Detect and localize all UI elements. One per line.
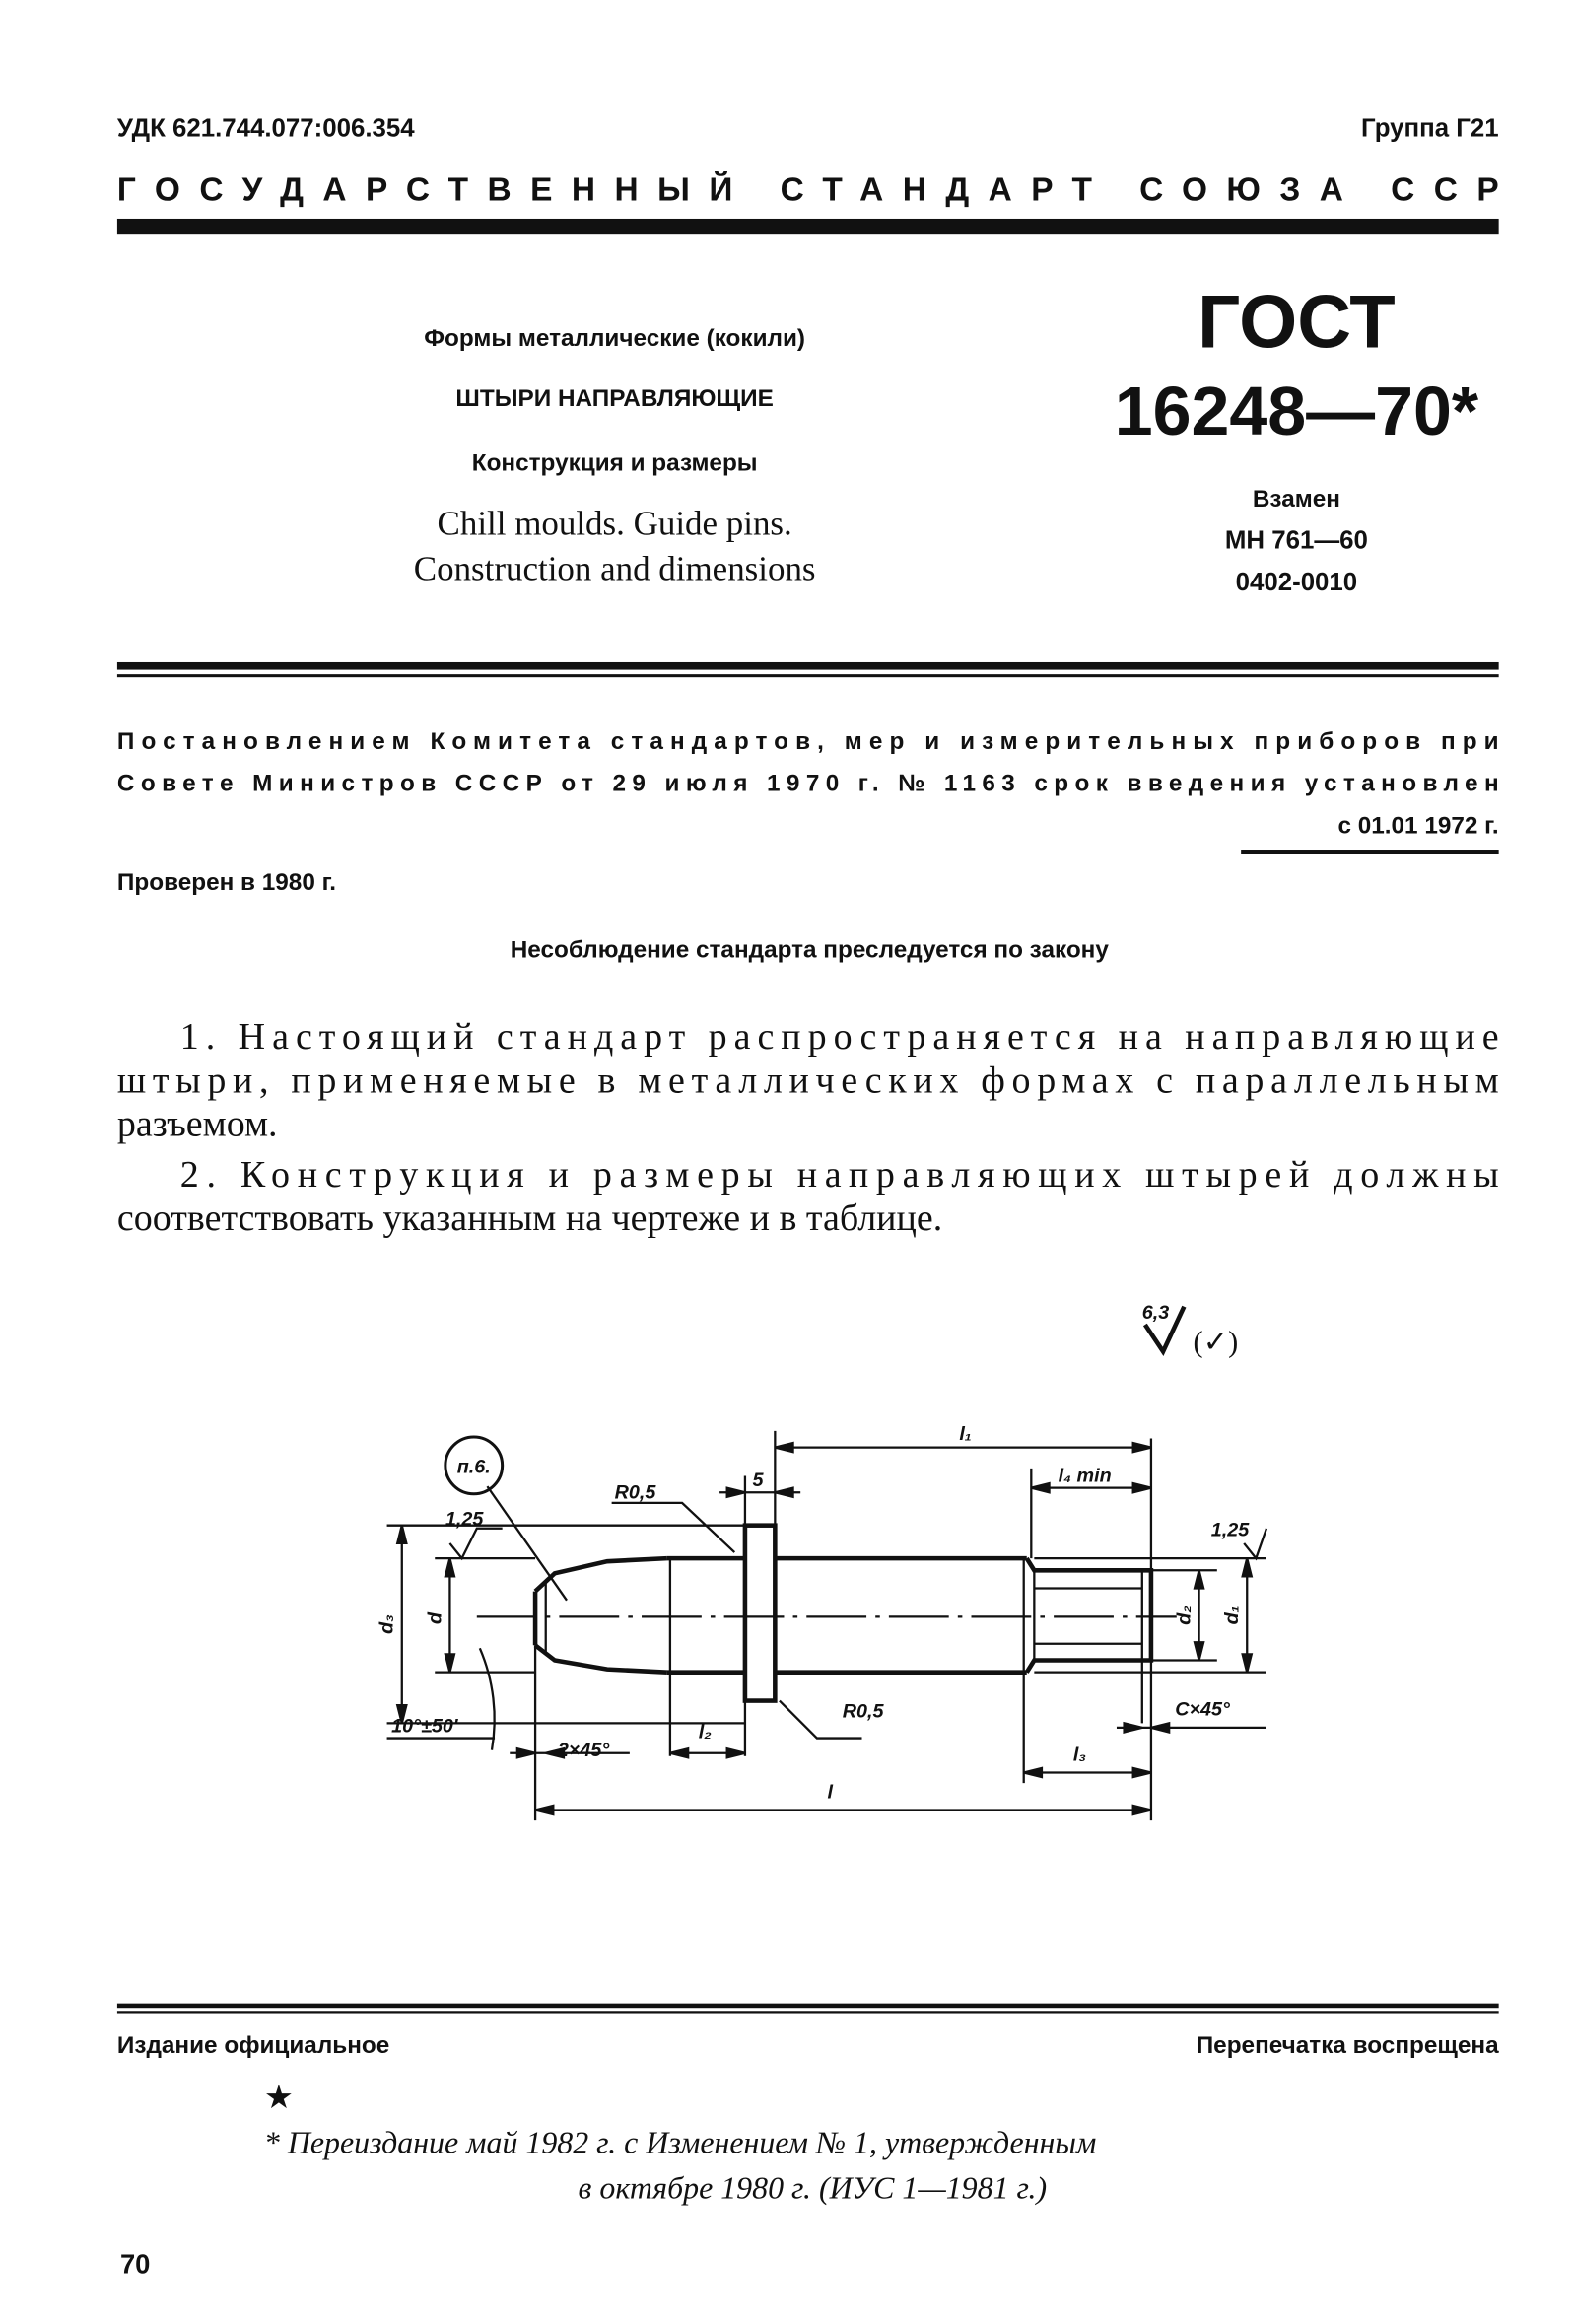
law-notice: Несоблюдение стандарта преследуется по закону (510, 936, 1109, 964)
checked-note: Проверен в 1980 г. (116, 869, 337, 897)
clause-1-line-1: 1. Настоящий стандарт распространяется на направляющие (179, 1016, 1499, 1059)
guide-pin-drawing (376, 1423, 1266, 1820)
dim-5-label: 5 (752, 1470, 764, 1492)
title-en-1: Chill moulds. Guide pins. (437, 504, 792, 543)
d-label: d (424, 1611, 446, 1624)
decree-line-3: с 01.01 1972 г. (1337, 812, 1499, 840)
udk-code: УДК 621.744.077:006.354 (116, 114, 415, 143)
group-code: Группа Г21 (1361, 114, 1499, 143)
replaces-label: Взамен (1252, 485, 1340, 513)
date-underline (1241, 850, 1498, 854)
gost-block (1115, 281, 1479, 596)
clause-1-line-3: разъемом. (116, 1103, 278, 1145)
roughness-other: (✓) (1193, 1325, 1239, 1359)
d3-label: d₃ (376, 1614, 398, 1634)
l3-label: l₃ (1072, 1743, 1087, 1766)
official-edition: Издание официальное (116, 2031, 390, 2059)
footer-rule (117, 2004, 1499, 2009)
d2-label: d₂ (1173, 1606, 1196, 1625)
title-en-2: Construction and dimensions (413, 549, 816, 588)
footer-rule-thin (117, 2011, 1499, 2013)
radius-bottom-label: R0,5 (842, 1700, 884, 1723)
angle-label: 10°±50' (391, 1715, 458, 1738)
l-label: l (827, 1781, 834, 1804)
replaced-standard-2: 0402-0010 (1235, 569, 1358, 597)
chamfer-label: 2×45° (557, 1739, 610, 1761)
replaced-standard-1: МН 761—60 (1224, 526, 1368, 555)
d1-label: d₁ (1221, 1606, 1244, 1625)
title-line-3: Конструкция и размеры (471, 449, 758, 477)
gost-number: 16248—70* (1114, 372, 1479, 449)
clause-2-line-2: соответствовать указанным на чертеже и в таблице. (116, 1197, 943, 1240)
clause-1-line-2: штыри, применяемые в металлических формах с параллельным (116, 1059, 1499, 1102)
banner-title: ГОСУДАРСТВЕННЫЙ СТАНДАРТ СОЮЗА ССР (116, 171, 1499, 209)
roughness-symbol (1142, 1302, 1238, 1358)
roughness-right-label: 1,25 (1210, 1519, 1250, 1541)
banner-rule (117, 219, 1499, 234)
c45-label: C×45° (1175, 1698, 1230, 1721)
clause-2-line-1: 2. Конструкция и размеры направляющих штырей должны (179, 1154, 1499, 1196)
l1-label: l₁ (959, 1423, 972, 1446)
note-reference: п.6. (456, 1456, 491, 1478)
title-block (414, 325, 816, 587)
radius-top-label: R0,5 (614, 1481, 656, 1504)
l4-label: l₄ min (1058, 1465, 1112, 1487)
title-line-1: Формы металлические (кокили) (424, 325, 806, 353)
gost-label: ГОСТ (1198, 280, 1396, 365)
section-rule-thin (117, 674, 1499, 677)
title-line-2: ШТЫРИ НАПРАВЛЯЮЩИЕ (455, 385, 774, 413)
decree-line-2: Совете Министров СССР от 29 июля 1970 г. № 1163 срок введения установлен (116, 770, 1499, 797)
roughness-left-label: 1,25 (445, 1508, 484, 1531)
reissue-note-2: в октябре 1980 г. (ИУС 1—1981 г.) (578, 2170, 1048, 2206)
roughness-value: 6,3 (1141, 1301, 1170, 1324)
reissue-note-1: * Переиздание май 1982 г. с Изменением № 1, утвержденным (263, 2125, 1097, 2160)
page-number: 70 (119, 2248, 151, 2280)
l2-label: l₂ (698, 1721, 712, 1743)
reprint-prohibited: Перепечатка воспрещена (1196, 2031, 1499, 2059)
section-rule (117, 662, 1499, 670)
star-icon: ★ (263, 2080, 294, 2117)
decree-line-1: Постановлением Комитета стандартов, мер и измерительных приборов при (116, 728, 1499, 756)
collar (745, 1526, 775, 1701)
